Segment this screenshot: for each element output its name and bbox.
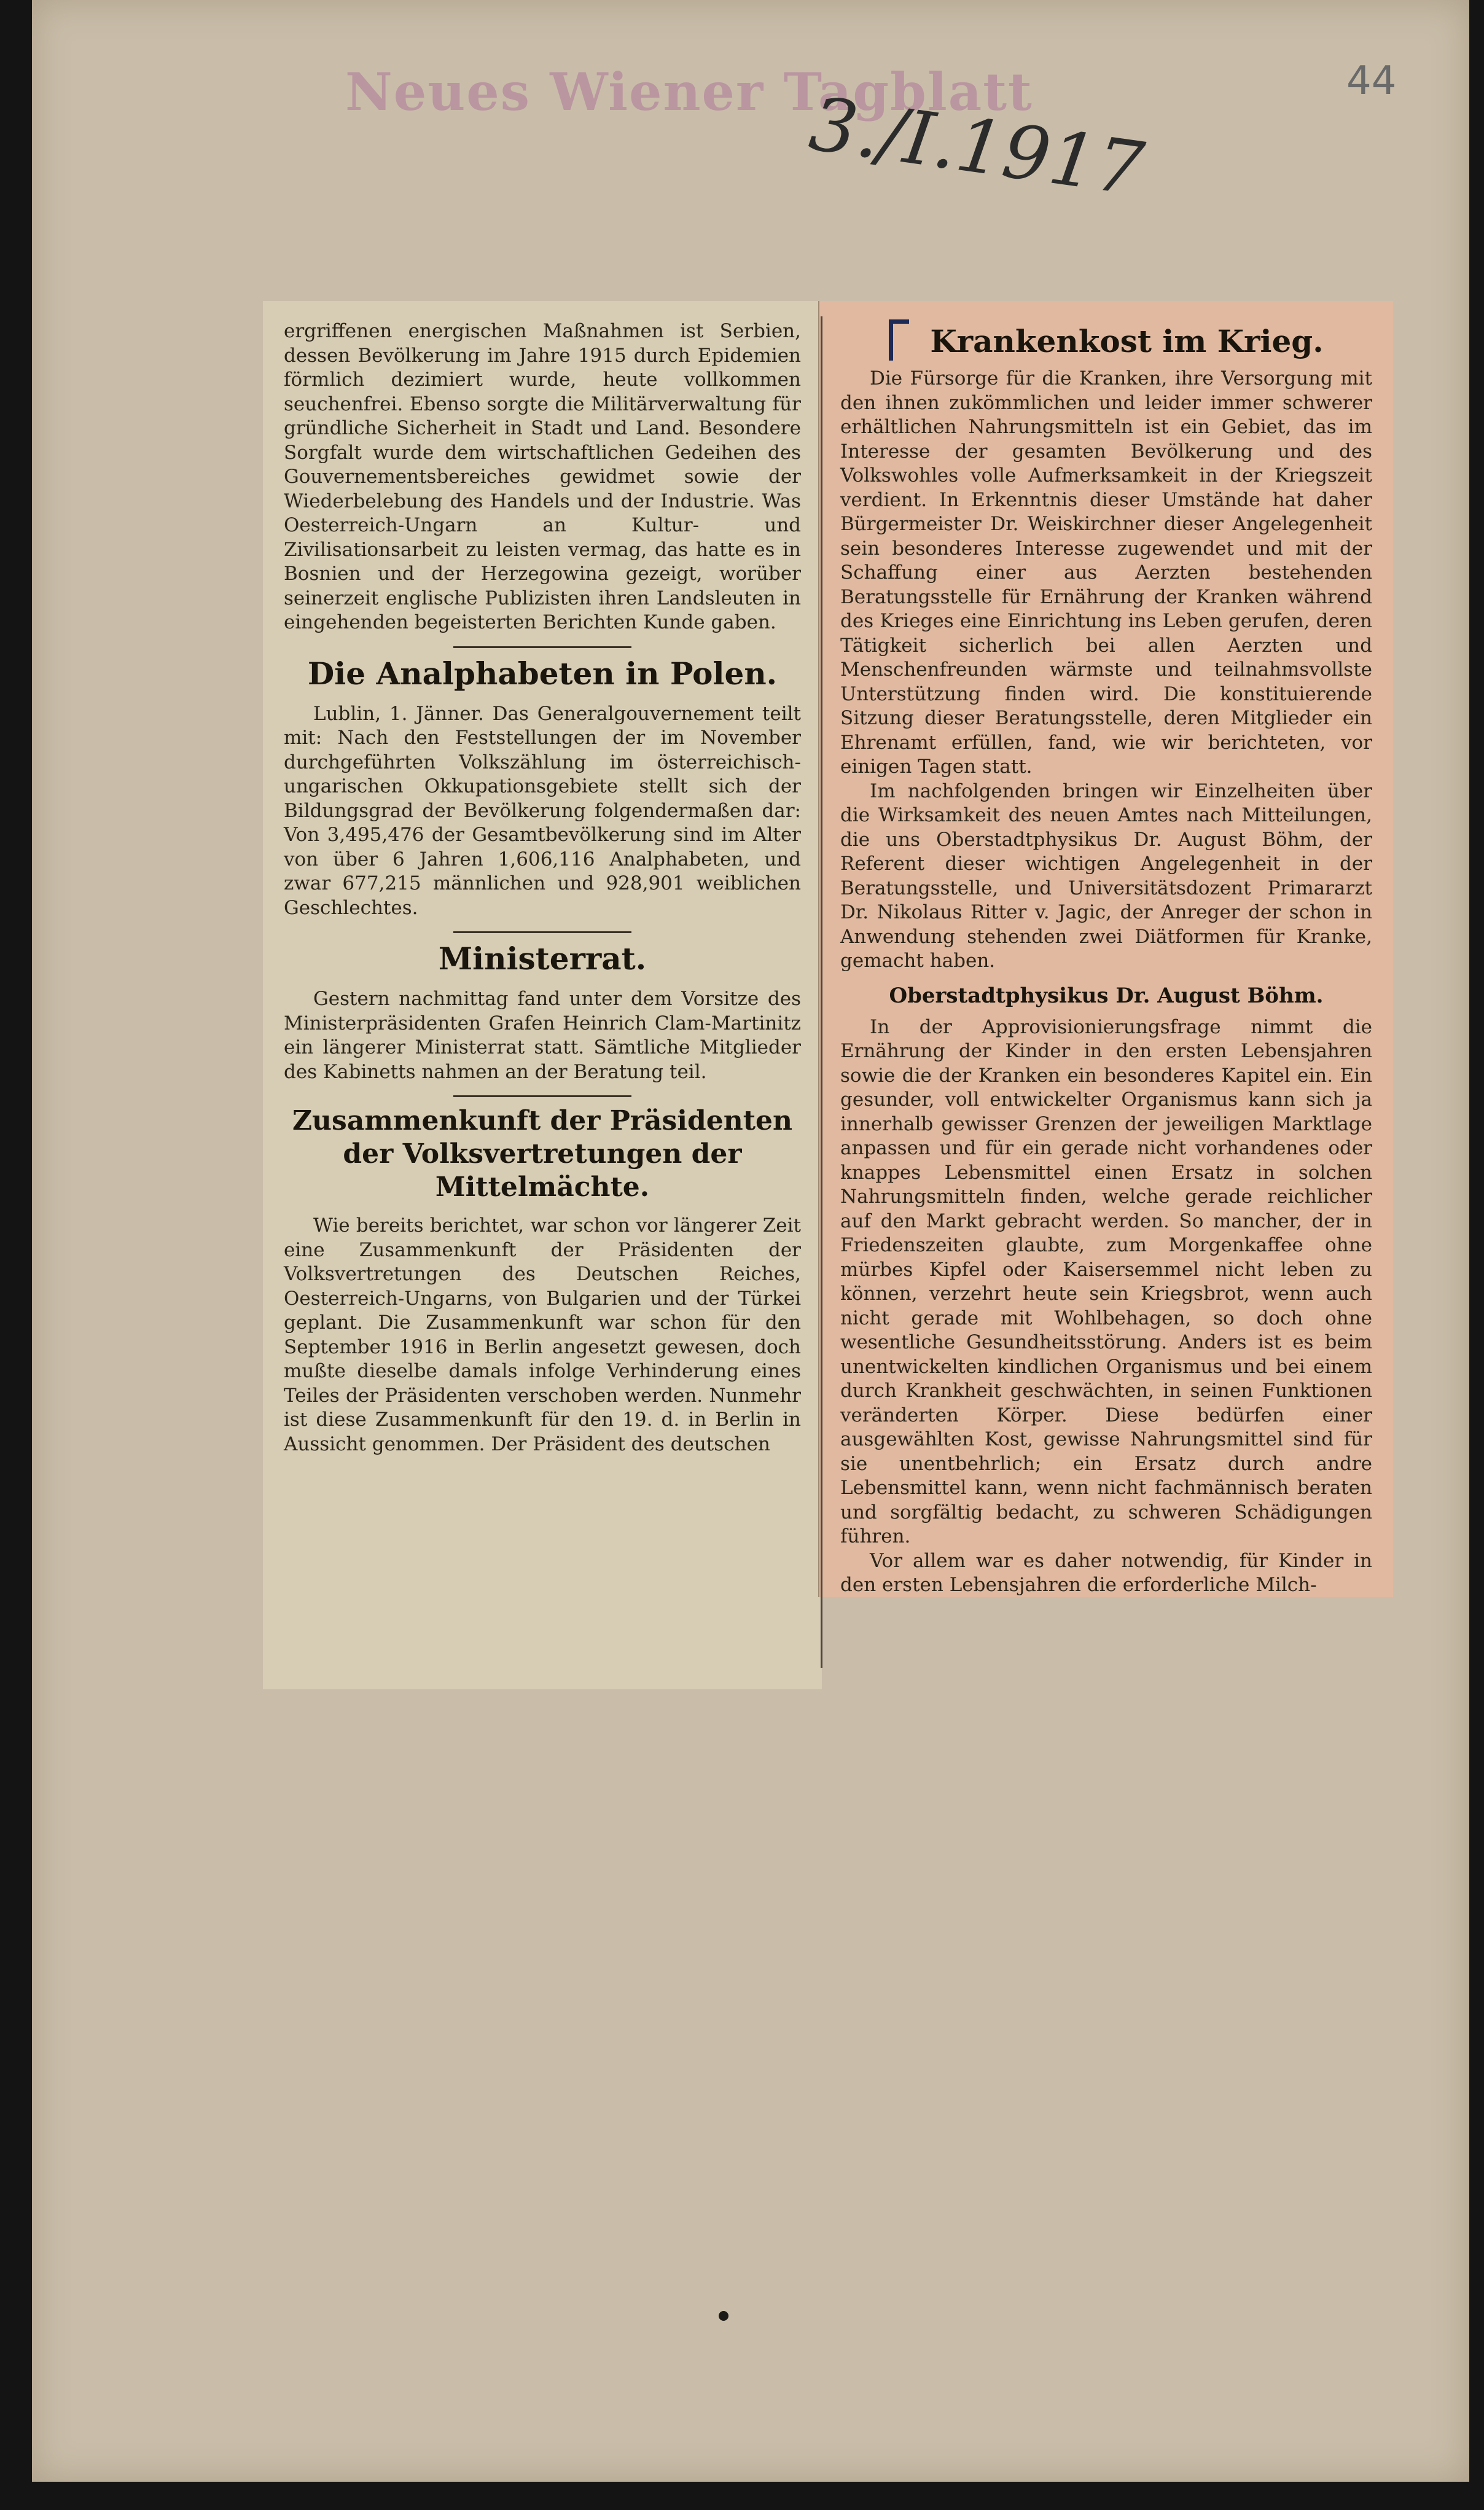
- newspaper-stamp: Neues Wiener Tagblatt: [345, 61, 1033, 122]
- article-body-analphabeten: Lublin, 1. Jänner. Das Generalgouvernement teilt mit: Nach den Feststellungen der im November durchgeführten Volkszählung im österreichisch-ungarischen Okkupationsgebiete stellt sich der Bildungsgrad der Bevölkerung folgendermaßen dar: Von 3,495,476 der Gesamtbevölkerung sind im Alter von über 6 Jahren 1,606,116 Analphabeten, und zwar 677,215 männlichen und 928,901 weiblichen Geschlechtes.: [284, 702, 801, 919]
- section-divider: [453, 931, 631, 933]
- clipping-left-column: [263, 301, 822, 1689]
- section-divider: [453, 646, 631, 648]
- continuation-paragraph: ergriffenen energischen Maßnahmen ist Serbien, dessen Bevölkerung im Jahre 1915 durch Epidemien förmlich dezimiert wurde, heute vollkommen seuchenfrei. Ebenso sorgte die Militärverwaltung für gründliche Sicherheit in Stadt und Land. Besondere Sorgfalt wurde dem wirtschaftlichen Gedeihen des Gouvernementsbereiches gewidmet sowie der Wiederbelebung des Handels und der Industrie. Was Oesterreich-Ungarn an Kultur- und Zivilisationsarbeit zu leisten vermag, das hatte es in Bosnien und der Herzegowina gezeigt, worüber seinerzeit englische Publizisten ihren Landsleuten in eingehenden begeisterten Berichten Kunde gaben.: [284, 320, 801, 633]
- article-paragraph-1: Die Fürsorge für die Kranken, ihre Versorgung mit den ihnen zukömmlichen und leider immer schwerer erhältlichen Nahrungsmitteln ist ein Gebiet, das im Interesse der gesamten Bevölkerung und des Volkswohles volle Aufmerksamkeit in der Kriegszeit verdient. In Erkenntnis dieser Umstände hat daher Bürgermeister Dr. Weiskirchner dieser Angelegenheit sein besonderes Interesse zugewendet und mit der Schaffung einer aus Aerzten bestehenden Beratungsstelle für Ernährung der Kranken während des Krieges eine Einrichtung ins Leben gerufen, deren Tätigkeit sicherlich bei allen Aerzten und Menschenfreunden wärmste und teilnahmsvollste Unterstützung finden wird. Die konstituierende Sitzung dieser Beratungsstelle, deren Mitglieder ein Ehrenamt erfüllen, fand, wie wir berichteten, vor einigen Tagen statt.: [840, 367, 1372, 778]
- article-paragraph-3: In der Approvisionierungsfrage nimmt die Ernährung der Kinder in den ersten Lebensjahren sowie die der Kranken ein besonderes Kapitel ein. Ein gesunder, voll entwickelter Organismus kann sich ja innerhalb gewisser Grenzen der jeweiligen Marktlage anpassen und für ein gerade nicht vorhandenes oder knappes Lebensmittel einen Ersatz in solchen Nahrungsmitteln finden, welche gerade reichlicher auf den Markt gebracht werden. So mancher, der in Friedenszeiten glaubte, zum Morgenkaffee ohne mürbes Kipfel oder Kaisersemmel nicht leben zu können, verzehrt heute sein Kriegsbrot, wenn auch nicht gerade mit Wohlbehagen, so doch ohne wesentliche Gesundheitsstörung. Anders ist es beim unentwickelten kindlichen Organismus und bei einem durch Krankheit geschwächten, in seinen Funktionen veränderten Körper. Diese bedürfen einer ausgewählten Kost, gewisse Nahrungsmittel sind für sie unentbehrlich; ein Ersatz durch andre Lebensmittel kann, wenn nicht fachmännisch beraten und sorgfältig bedacht, zu schweren Schädigungen führen.: [840, 1015, 1372, 1547]
- article-paragraph-4: Vor allem war es daher notwendig, für Kinder in den ersten Lebensjahren die erforderliche Milch-: [840, 1549, 1372, 1596]
- subheadline-boehm: Oberstadtphysikus Dr. August Böhm.: [889, 983, 1324, 1008]
- headline-analphabeten: Die Analphabeten in Polen.: [307, 655, 778, 692]
- punch-hole: [719, 2311, 728, 2321]
- headline-krankenkost: Krankenkost im Krieg.: [930, 323, 1324, 359]
- section-divider: [453, 1095, 631, 1097]
- column-divider: [821, 316, 822, 1668]
- headline-zusammenkunft: Zusammenkunft der Präsidenten der Volksvertretungen der Mittelmächte.: [292, 1105, 793, 1203]
- headline-ministerrat: Ministerrat.: [438, 940, 647, 977]
- blue-bracket-mark-icon: [889, 319, 909, 361]
- article-body-ministerrat: Gestern nachmittag fand unter dem Vorsitze des Ministerpräsidenten Grafen Heinrich Clam-Martinitz ein längerer Ministerrat statt. Sämtliche Mitglieder des Kabinetts nahmen an der Beratung teil.: [284, 988, 801, 1083]
- page-number: 44: [1346, 58, 1397, 104]
- handwritten-date: 3./I.1917: [804, 81, 1149, 213]
- article-body-zusammenkunft: Wie bereits berichtet, war schon vor längerer Zeit eine Zusammenkunft der Präsidenten der Volksvertretungen des Deutschen Reiches, Oesterreich-Ungarns, von Bulgarien und der Türkei geplant. Die Zusammenkunft war schon für den September 1916 in Berlin angesetzt gewesen, doch mußte dieselbe damals infolge Verhinderung eines Teiles der Präsidenten verschoben werden. Nunmehr ist diese Zusammenkunft für den 19. d. in Berlin in Aussicht genommen. Der Präsident des deutschen: [284, 1214, 801, 1455]
- headline-row-krankenkost: [840, 319, 1372, 361]
- article-paragraph-2: Im nachfolgenden bringen wir Einzelheiten über die Wirksamkeit des neuen Amtes nach Mitteilungen, die uns Oberstadtphysikus Dr. August Böhm, der Referent dieser wichtigen Angelegenheit in der Beratungsstelle, und Universitätsdozent Primararzt Dr. Nikolaus Ritter v. Jagic, der Anreger der schon in Anwendung stehenden zwei Diätformen für Kranke, gemacht haben.: [840, 780, 1372, 972]
- clipping-right-column: [818, 301, 1393, 1597]
